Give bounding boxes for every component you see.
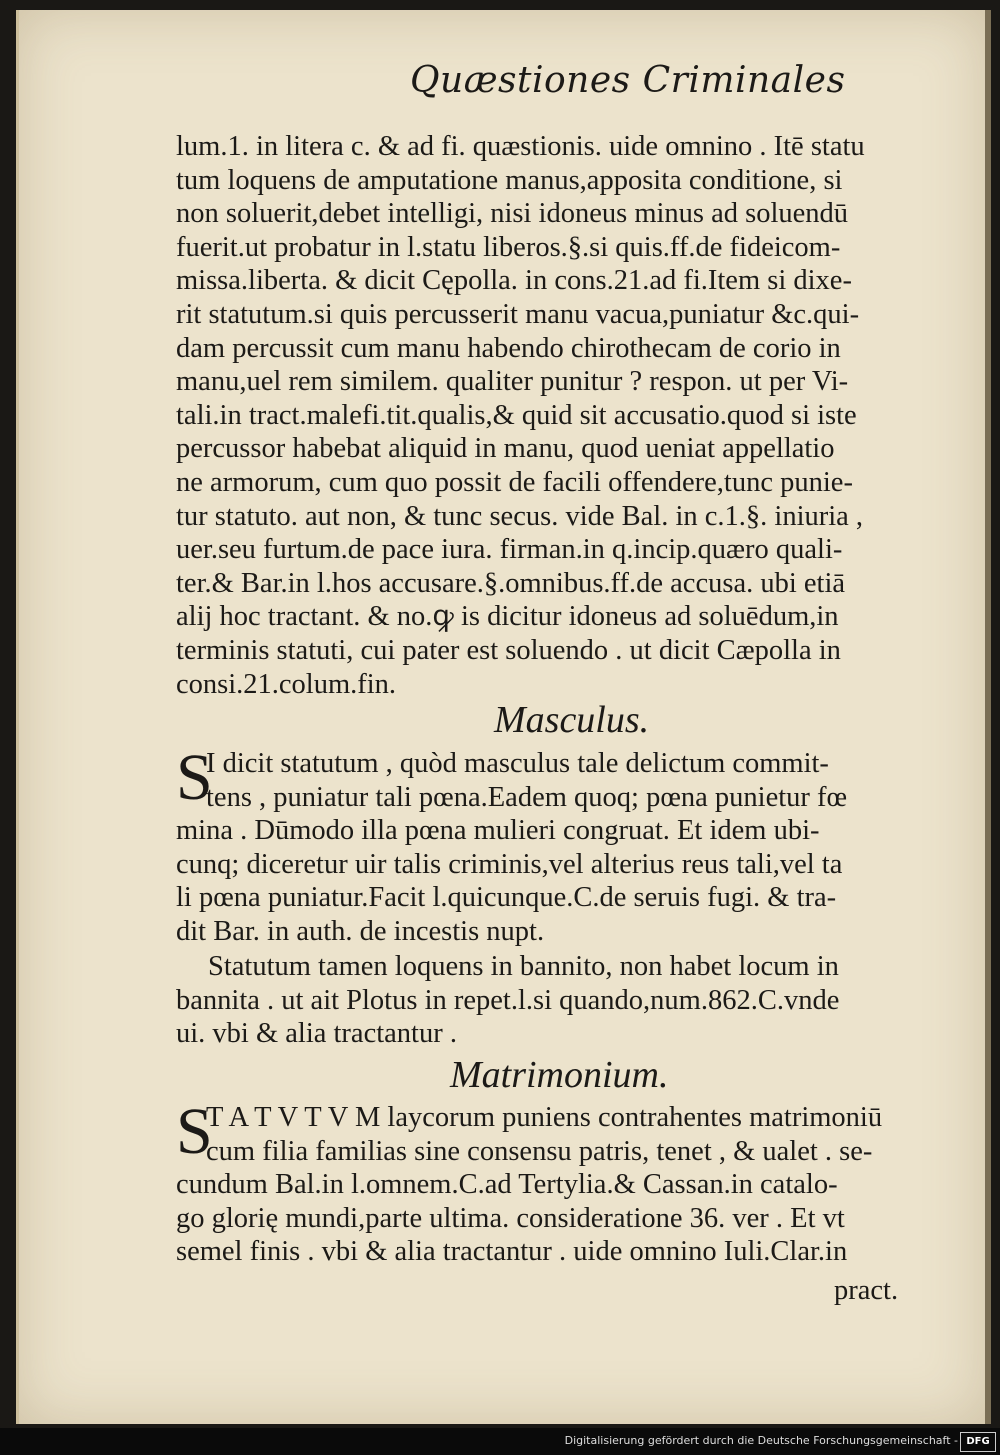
footer-bar [0,1428,1000,1455]
text-line: lum.1. in litera c. & ad fi. quæstionis. uide omnino . Itē statu [176,131,865,162]
text-line: manu,uel rem similem. qualiter punitur ? respon. ut per Vi- [176,366,849,398]
text-line: bannita . ut ait Plotus in repet.l.si quando,num.862.C.vnde [176,984,840,1016]
text-line: cum filia familias sine consensu patris, tenet , & ualet . se- [206,1135,873,1167]
footer-credit: Digitalisierung gefördert durch die Deutsche Forschungsgemeinschaft - [564,1434,958,1447]
text-line: cundum Bal.in l.omnem.C.ad Tertylia.& Cassan.in catalo- [176,1169,838,1201]
dfg-logo-icon: DFG [960,1432,996,1452]
text-line: ne armorum, cum quo possit de facili offendere,tunc punie- [176,466,853,498]
text-line: I dicit statutum , quòd masculus tale delictum commit- [206,748,829,779]
text-line: missa.liberta. & dicit Cępolla. in cons.21.ad fi.Item si dixe- [176,265,852,297]
text-line: li pœna puniatur.Facit l.quicunque.C.de seruis fugi. & tra- [176,882,837,914]
text-line: semel finis . vbi & alia tractantur . uide omnino Iuli.Clar.in [176,1236,848,1268]
text-line: ui. vbi & alia tractantur . [176,1018,457,1050]
text-line: go glorię mundi,parte ultima. consideratione 36. ver . Et vt [176,1202,845,1234]
text-line: tur statuto. aut non, & tunc secus. vide Bal. in c.1.§. iniuria , [176,500,864,532]
page-edge [985,10,991,1424]
text-line: tens , puniatur tali pœna.Eadem quoq; pœna punietur fœ [206,781,848,813]
text-line: T A T V T V M laycorum puniens contrahentes matrimoniū [206,1102,883,1133]
catchword: pract. [834,1275,899,1306]
text-line: tum loquens de amputatione manus,apposita conditione, si [176,164,843,196]
text-line: uer.seu furtum.de pace iura. firman.in q.incip.quæro quali- [176,534,843,566]
text-line: non soluerit,debet intelligi, nisi idoneus minus ad soluendū [176,198,849,230]
drop-cap: S [176,1095,213,1168]
text-line: rit statutum.si quis percusserit manu vacua,puniatur &c.qui- [176,298,860,330]
text-line: consi.21.colum.fin. [176,668,397,700]
paragraph-4 [176,1095,946,1269]
text-line: Statutum tamen loquens in bannito, non habet locum in [208,951,839,982]
paragraph-1 [176,130,946,701]
text-line: terminis statuti, cui pater est soluendo . ut dicit Cæpolla in [176,634,841,666]
text-line: fuerit.ut probatur in l.statu liberos.§.si quis.ff.de fideicom- [176,231,841,263]
section-heading-matrimonium: Matrimonium. [450,1054,669,1096]
text-line: tali.in tract.malefi.tit.qualis,& quid sit accusatio.quod si iste [176,399,857,431]
text-line: alij hoc tractant. & no.ꝙ is dicitur idoneus ad soluēdum,in [176,601,839,633]
text-line: dam percussit cum manu habendo chirothecam de corio in [176,332,841,364]
text-line: mina . Dūmodo illa pœna mulieri congruat. Et idem ubi- [176,815,820,847]
paragraph-3 [176,950,946,1051]
drop-cap: S [176,741,213,814]
text-line: percussor habebat aliquid in manu, quod ueniat appellatio [176,433,835,465]
text-line: cunq; diceretur uir talis criminis,vel alterius reus tali,vel ta [176,848,843,880]
paragraph-2 [176,741,946,949]
running-header: Quæstiones Criminales [410,60,846,101]
text-line: dit Bar. in auth. de incestis nupt. [176,915,545,947]
section-heading-masculus: Masculus. [494,699,650,741]
text-line: ter.& Bar.in l.hos accusare.§.omnibus.ff.de accusa. ubi etiā [176,567,846,599]
